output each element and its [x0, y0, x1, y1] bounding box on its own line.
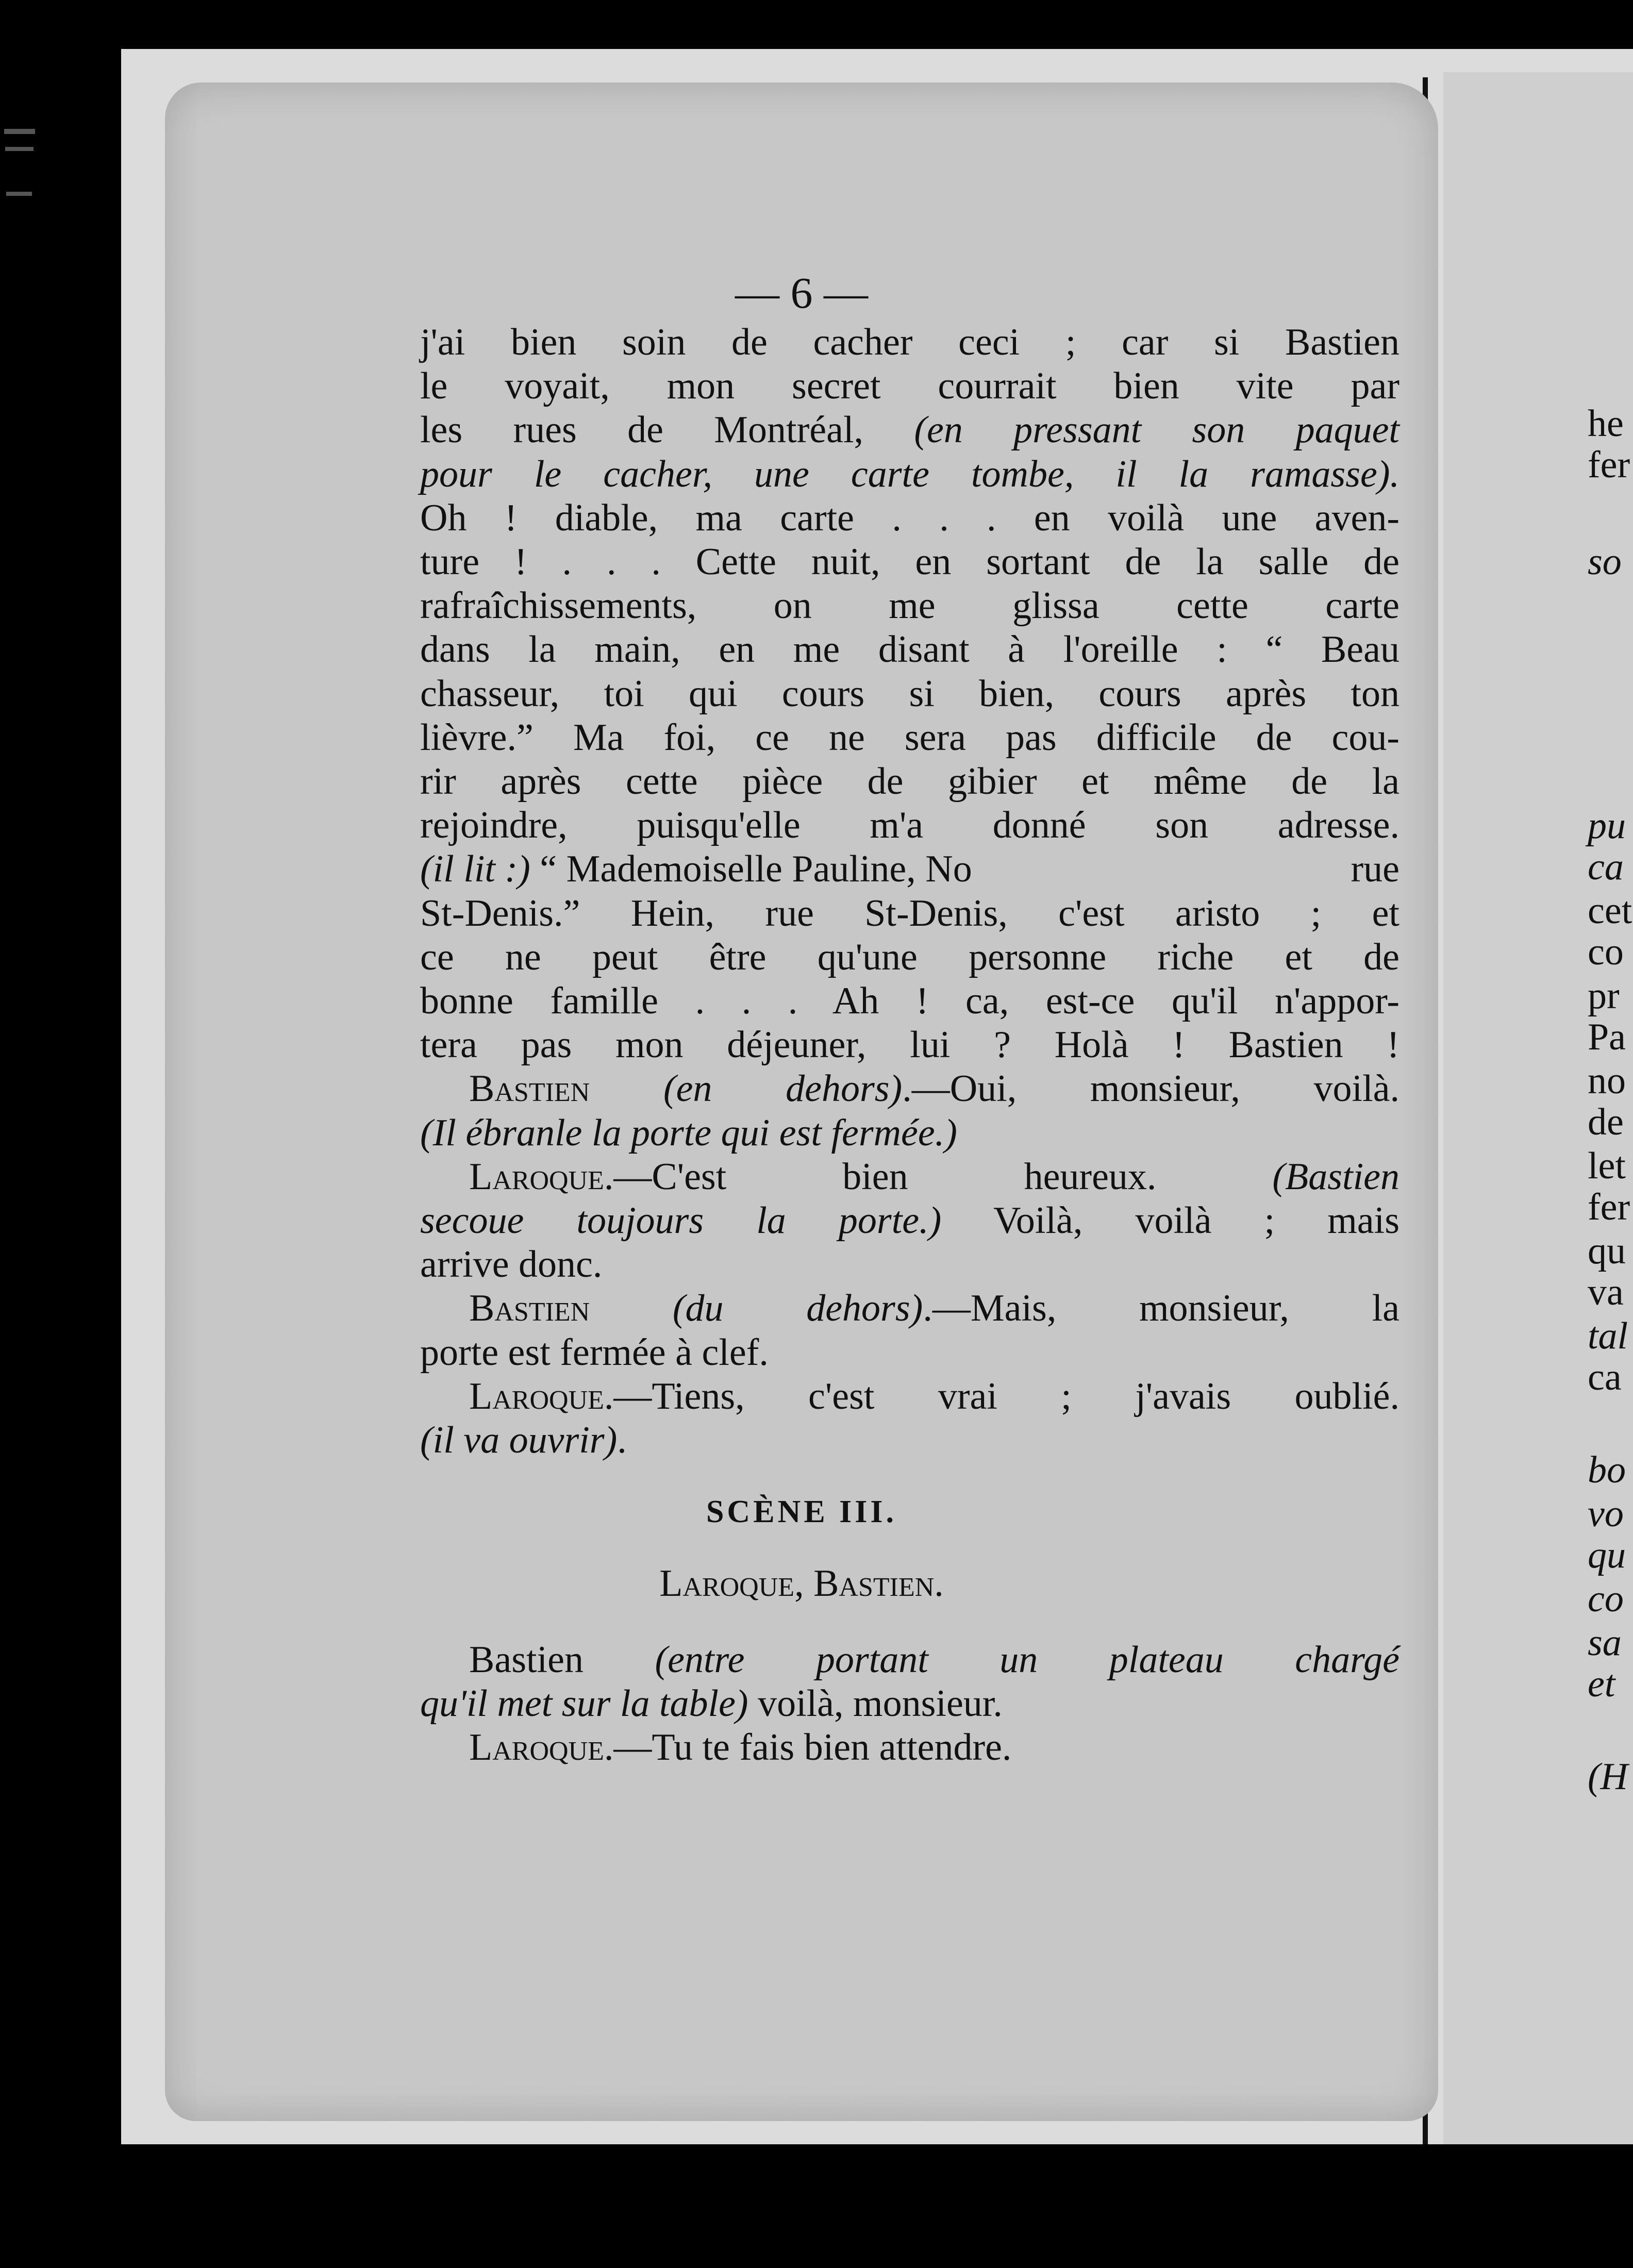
- separator: ,: [794, 1562, 814, 1605]
- stage-direction: secoue toujours la porte.): [420, 1199, 942, 1242]
- text-line: arrive donc.: [420, 1243, 603, 1286]
- facing-page-fragment: cet: [1588, 890, 1632, 932]
- facing-page-fragment: so: [1588, 541, 1622, 583]
- text-line: rir après cette pièce de gibier et même de la: [420, 760, 1399, 803]
- speech-text: Voilà, voilà ; mais: [941, 1199, 1399, 1242]
- line-roman: “ Mademoiselle Pauline, No: [530, 848, 972, 891]
- facing-page-fragment: let: [1588, 1145, 1626, 1187]
- facing-page-fragment: de: [1588, 1101, 1624, 1143]
- film-speck: [4, 129, 35, 134]
- separator: .: [934, 1562, 944, 1605]
- facing-page-fragment: pr: [1588, 975, 1620, 1017]
- speaker-name: Laroque: [469, 1155, 604, 1198]
- scene-dialogue: [420, 1638, 1399, 1770]
- text-line: ture ! . . . Cette nuit, en sortant de la salle de: [420, 541, 1399, 583]
- text-line: porte est fermée à clef.: [420, 1331, 769, 1374]
- facing-page-fragment: pu: [1588, 805, 1626, 847]
- speech-text: .—C'est bien heureux.: [604, 1155, 1157, 1198]
- text-line: chasseur, toi qui cours si bien, cours après ton: [420, 672, 1399, 715]
- stage-direction: (en pressant son paquet: [914, 409, 1399, 452]
- text-line: [420, 1682, 1399, 1726]
- character-name: Bastien: [813, 1562, 935, 1605]
- film-speck: [5, 147, 34, 151]
- speech-line: [420, 1726, 1399, 1770]
- page-number: — 6 —: [735, 268, 868, 318]
- facing-page-fragment: co: [1588, 931, 1624, 973]
- facing-page-fragment: vo: [1588, 1493, 1624, 1535]
- facing-page-fragment: co: [1588, 1578, 1624, 1620]
- facing-page-fragment: sa: [1588, 1622, 1622, 1664]
- text-line: Oh ! diable, ma carte . . . en voilà une aven-: [420, 496, 1399, 539]
- facing-page-fragment: et: [1588, 1663, 1615, 1705]
- speech-text: .: [617, 1419, 627, 1462]
- facing-page-fragment: Pa: [1588, 1016, 1626, 1058]
- film-speck: [6, 192, 32, 196]
- stage-direction-line: pour le cacher, une carte tombe, il la ramasse).: [420, 453, 1399, 495]
- speech-text: .—Mais, monsieur, la: [923, 1287, 1399, 1330]
- speaker-name: Bastien: [469, 1068, 590, 1110]
- facing-page-fragment: ca: [1588, 1356, 1622, 1398]
- speech-text: .—Tu te fais bien attendre.: [604, 1726, 1012, 1769]
- text-line: ce ne peut être qu'une personne riche et de: [420, 936, 1399, 978]
- facing-page-fragment: qu: [1588, 1230, 1626, 1272]
- facing-page-fragment: fer: [1588, 1186, 1630, 1228]
- stage-direction: (il va ouvrir): [420, 1419, 618, 1462]
- stage-direction: (Bastien: [1272, 1155, 1399, 1198]
- text-line: rafraîchissements, on me glissa cette carte: [420, 585, 1399, 627]
- stage-direction: (il lit :): [420, 848, 530, 891]
- facing-page-fragment: he: [1588, 403, 1624, 445]
- speech-text: .—Oui, monsieur, voilà.: [902, 1068, 1399, 1110]
- character-name: Laroque: [659, 1562, 795, 1605]
- line-roman: les rues de Montréal,: [420, 409, 914, 452]
- speech-text: voilà, monsieur.: [748, 1682, 1003, 1725]
- line-end: rue: [1351, 848, 1399, 891]
- speaker-name: Bastien: [469, 1287, 590, 1330]
- stage-direction: (en dehors): [663, 1068, 903, 1110]
- stage-direction-line: (Il ébranle la porte qui est fermée.): [420, 1111, 957, 1154]
- text-line: St-Denis.” Hein, rue St-Denis, c'est aristo ; et: [420, 892, 1399, 935]
- facing-page-fragment: ca: [1588, 846, 1624, 888]
- facing-page-fragment: qu: [1588, 1534, 1626, 1576]
- scene-heading-area: [165, 0, 1438, 2268]
- facing-page-fragment: va: [1588, 1271, 1624, 1313]
- facing-page-fragment: (H: [1588, 1756, 1628, 1798]
- facing-page-fragment: fer: [1588, 444, 1630, 486]
- scene-title: SCÈNE III.: [706, 1494, 897, 1529]
- stage-direction: (entre portant un plateau chargé: [655, 1639, 1399, 1681]
- text-line: rejoindre, puisqu'elle m'a donné son adresse.: [420, 804, 1399, 847]
- speaker-name: Bastien: [469, 1639, 584, 1681]
- stage-direction: qu'il met sur la table): [420, 1682, 748, 1725]
- facing-page-fragment: bo: [1588, 1449, 1626, 1491]
- facing-page-fragment: tal: [1588, 1315, 1628, 1357]
- text-line: lièvre.” Ma foi, ce ne sera pas difficile de cou-: [420, 716, 1399, 759]
- text-line: j'ai bien soin de cacher ceci ; car si Bastien: [420, 321, 1399, 363]
- text-line: tera pas mon déjeuner, lui ? Holà ! Bastien !: [420, 1024, 1399, 1066]
- stage-direction: (du dehors): [672, 1287, 923, 1330]
- speech-line: [420, 1638, 1399, 1682]
- text-line: dans la main, en me disant à l'oreille : “ Beau: [420, 628, 1399, 671]
- speaker-name: Laroque: [469, 1375, 604, 1418]
- text-line: bonne famille . . . Ah ! ca, est-ce qu'il n'appor-: [420, 980, 1399, 1023]
- text-line: le voyait, mon secret courrait bien vite par: [420, 365, 1399, 408]
- speaker-name: Laroque: [469, 1726, 604, 1769]
- scene-characters: [165, 1562, 1438, 1606]
- speech-text: .—Tiens, c'est vrai ; j'avais oublié.: [604, 1375, 1399, 1418]
- facing-page-fragment: no: [1588, 1060, 1626, 1102]
